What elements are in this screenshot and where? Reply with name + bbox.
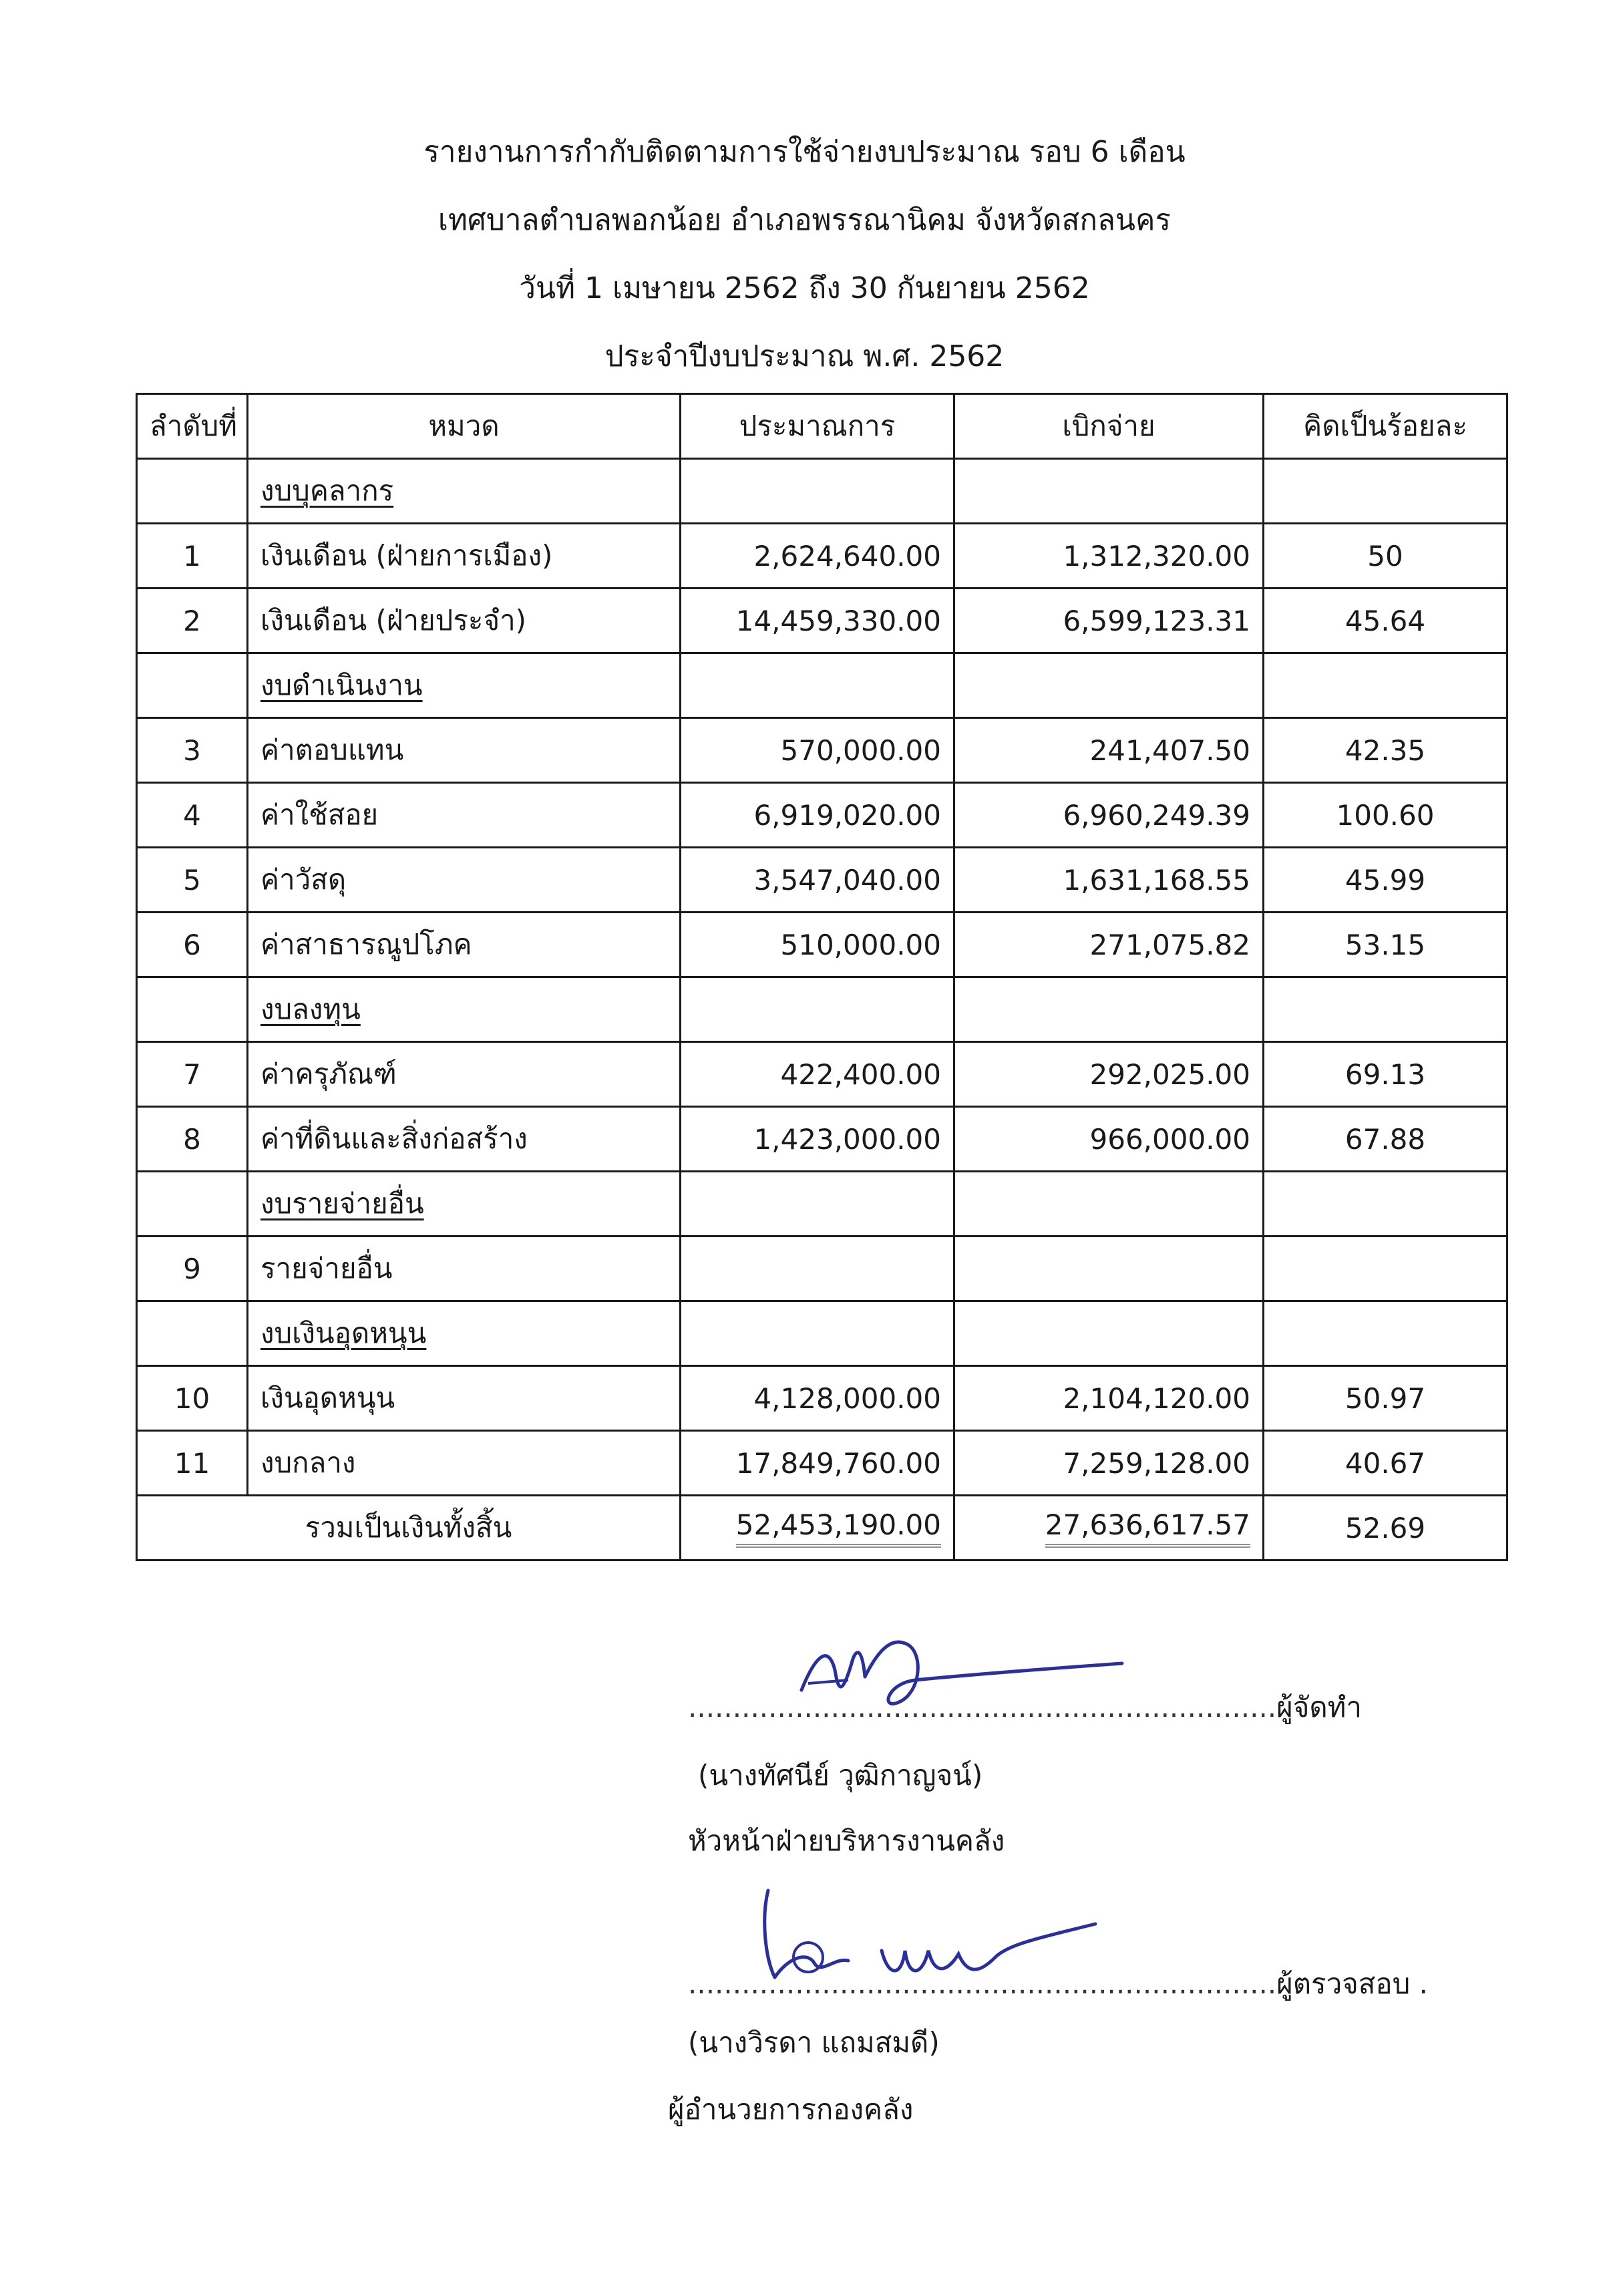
row-percent [1264,1237,1507,1301]
table-row [137,848,1507,913]
municipality-line: เทศบาลตำบลพอกน้อย อำเภอพรรณานิคม จังหวัดสกลนคร [437,203,1172,237]
row-estimate: 1,423,000.00 [681,1107,954,1172]
preparer-position: หัวหน้าฝ่ายบริหารงานคลัง [688,1824,1005,1857]
row-category: เงินเดือน (ฝ่ายการเมือง) [248,524,681,589]
col-header-estimate: ประมาณการ [681,394,954,459]
row-disbursed [954,1237,1264,1301]
row-estimate: 570,000.00 [681,718,954,783]
table-row [137,589,1507,653]
row-percent: 45.99 [1264,848,1507,913]
section-row [137,1172,1507,1237]
row-no: 6 [137,913,248,977]
section-row [137,653,1507,718]
col-header-category: หมวด [248,394,681,459]
row-category: ค่าใช้สอย [248,783,681,848]
section-row [137,1301,1507,1366]
row-no: 11 [137,1431,248,1496]
checker-position: ผู้อำนวยการกองคลัง [668,2093,914,2126]
checker-line [688,1965,1428,2003]
table-row [137,1366,1507,1431]
section-label: งบบุคลากร [260,474,394,507]
row-no: 3 [137,718,248,783]
budget-table [136,393,1508,1561]
row-estimate: 2,624,640.00 [681,524,954,589]
row-category: ค่าวัสดุ [248,848,681,913]
row-percent: 67.88 [1264,1107,1507,1172]
fiscal-year-line: ประจำปีงบประมาณ พ.ศ. 2562 [604,339,1005,373]
total-row [137,1496,1507,1561]
row-disbursed: 966,000.00 [954,1107,1264,1172]
section-row [137,459,1507,524]
preparer-name: (นางทัศนีย์ วุฒิกาญจน์) [698,1759,983,1792]
row-no: 8 [137,1107,248,1172]
row-percent: 50 [1264,524,1507,589]
row-disbursed: 271,075.82 [954,913,1264,977]
row-category: เงินเดือน (ฝ่ายประจำ) [248,589,681,653]
checker-role: ผู้ตรวจสอบ . [1276,1967,1428,2000]
table-header-row [137,394,1507,459]
row-estimate: 4,128,000.00 [681,1366,954,1431]
row-no: 1 [137,524,248,589]
row-category: เงินอุดหนุน [248,1366,681,1431]
row-percent: 69.13 [1264,1042,1507,1107]
total-estimate: 52,453,190.00 [736,1508,941,1548]
row-disbursed: 6,960,249.39 [954,783,1264,848]
table-row [137,1237,1507,1301]
row-no: 5 [137,848,248,913]
row-percent: 100.60 [1264,783,1507,848]
row-category: ค่าสาธารณูปโภค [248,913,681,977]
row-estimate: 3,547,040.00 [681,848,954,913]
table-row [137,783,1507,848]
row-estimate: 14,459,330.00 [681,589,954,653]
period-line: วันที่ 1 เมษายน 2562 ถึง 30 กันยายน 2562 [519,271,1090,305]
row-no: 2 [137,589,248,653]
preparer-line [688,1689,1362,1726]
row-category: ค่าที่ดินและสิ่งก่อสร้าง [248,1107,681,1172]
report-title: รายงานการกำกับติดตามการใช้จ่ายงบประมาณ รอบ 6 เดือน [423,135,1186,169]
total-label: รวมเป็นเงินทั้งสิ้น [137,1496,681,1561]
row-percent: 50.97 [1264,1366,1507,1431]
col-header-no: ลำดับที่ [137,394,248,459]
row-estimate: 17,849,760.00 [681,1431,954,1496]
row-category: ค่าครุภัณฑ์ [248,1042,681,1107]
table-row [137,718,1507,783]
col-header-percent: คิดเป็นร้อยละ [1264,394,1507,459]
row-disbursed: 1,312,320.00 [954,524,1264,589]
row-disbursed: 1,631,168.55 [954,848,1264,913]
row-disbursed: 292,025.00 [954,1042,1264,1107]
table-row [137,913,1507,977]
row-estimate [681,1237,954,1301]
table-row [137,1431,1507,1496]
table-row [137,1042,1507,1107]
row-percent: 40.67 [1264,1431,1507,1496]
row-estimate: 422,400.00 [681,1042,954,1107]
row-disbursed: 2,104,120.00 [954,1366,1264,1431]
row-no: 9 [137,1237,248,1301]
row-no: 7 [137,1042,248,1107]
row-disbursed: 6,599,123.31 [954,589,1264,653]
total-disbursed: 27,636,617.57 [1045,1508,1250,1548]
section-label: งบดำเนินงาน [260,669,423,701]
row-percent: 45.64 [1264,589,1507,653]
row-estimate: 6,919,020.00 [681,783,954,848]
preparer-dots: .................................................................. [688,1691,1277,1724]
section-row [137,977,1507,1042]
row-category: รายจ่ายอื่น [248,1237,681,1301]
row-estimate: 510,000.00 [681,913,954,977]
table-row [137,524,1507,589]
row-percent: 53.15 [1264,913,1507,977]
table-row [137,1107,1507,1172]
checker-dots: .................................................................. [688,1967,1277,2000]
row-no: 4 [137,783,248,848]
checker-name: (นางวิรดา แถมสมดี) [688,2026,940,2059]
row-disbursed: 7,259,128.00 [954,1431,1264,1496]
total-percent: 52.69 [1264,1496,1507,1561]
row-category: งบกลาง [248,1431,681,1496]
row-percent: 42.35 [1264,718,1507,783]
section-label: งบเงินอุดหนุน [260,1317,427,1349]
row-category: ค่าตอบแทน [248,718,681,783]
row-no: 10 [137,1366,248,1431]
row-disbursed: 241,407.50 [954,718,1264,783]
preparer-role: ผู้จัดทำ [1276,1691,1362,1724]
section-label: งบรายจ่ายอื่น [260,1187,424,1220]
section-label: งบลงทุน [260,993,361,1025]
col-header-disbursed: เบิกจ่าย [954,394,1264,459]
